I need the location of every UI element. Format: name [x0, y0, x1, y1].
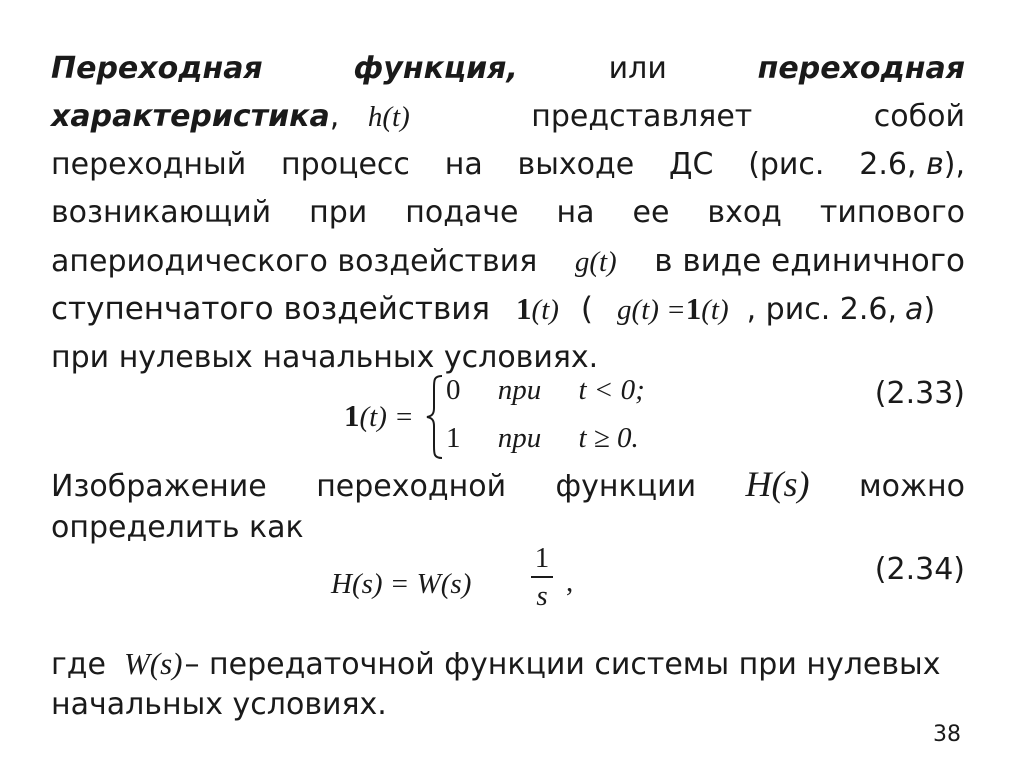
eq234-comma: , — [566, 566, 574, 598]
left-brace — [424, 374, 446, 460]
word-can: можно — [858, 469, 965, 504]
paragraph-line-5 — [51, 239, 965, 284]
word: типового — [819, 195, 965, 230]
case1-word: при — [497, 374, 542, 406]
unit-step-symbol: 1 — [685, 291, 702, 326]
word: на — [444, 147, 483, 182]
word: ее — [632, 195, 670, 230]
line11-text: начальных условиях. — [51, 687, 387, 722]
unit-step-arg: (t) — [531, 294, 559, 326]
word: Изображение — [51, 469, 267, 504]
term-characteristic-group — [51, 95, 410, 139]
term-transient-function: Переходная — [51, 51, 263, 86]
paragraph-line-3 — [51, 143, 965, 187]
line5-text: апериодического воздействия — [51, 244, 538, 279]
figure-ref-close: ), — [943, 147, 965, 182]
unit-step-symbol: 1 — [516, 291, 532, 326]
figure-ref-letter: в — [926, 147, 944, 182]
eq233-lhs — [344, 398, 414, 434]
paragraph-line-6 — [51, 287, 965, 332]
math-W-of-s: W(s) — [123, 646, 183, 681]
close-paren: ) — [923, 292, 936, 327]
word-itself: собой — [873, 99, 965, 134]
word: на — [556, 195, 595, 230]
line10-tail: – передаточной функции системы при нулевых — [184, 647, 941, 682]
case2-value: 1 — [446, 422, 461, 454]
math-g-of-t: g(t) — [574, 246, 617, 278]
line7-text: при нулевых начальных условиях. — [51, 340, 599, 375]
word: подаче — [405, 195, 519, 230]
math-g-eq: g(t) = — [617, 294, 686, 326]
eq233-lhs-text: (t) = — [359, 401, 414, 433]
unit-step-arg: (t) — [701, 294, 729, 326]
word: 2.6, — [859, 147, 917, 182]
term-characteristic: характеристика — [51, 99, 330, 134]
line6-text: ступенчатого воздействия — [51, 291, 491, 327]
word-represents: представляет — [531, 99, 753, 134]
word: процесс — [281, 147, 410, 182]
word: переходной — [316, 469, 507, 504]
comma: , — [329, 99, 340, 134]
math-h-of-t: h(t) — [367, 101, 410, 133]
figure-ref-letter: а — [905, 292, 924, 327]
word: (рис. — [748, 147, 825, 182]
term-transient: переходная — [757, 51, 965, 86]
line9-text: определить как — [51, 510, 304, 545]
word: возникающий — [51, 195, 272, 230]
eq234-lhs-text: H(s) = W(s) — [331, 568, 472, 600]
fraction-denominator: s — [536, 580, 548, 612]
word: выходе — [517, 147, 635, 182]
word: функции — [555, 469, 697, 504]
paragraph-line-10 — [51, 642, 965, 687]
word-where: где — [51, 647, 106, 682]
case2-condition: t ≥ 0. — [578, 422, 639, 454]
fraction-bar — [531, 576, 553, 578]
math-unit-step — [516, 287, 559, 332]
equation-number-2-33: (2.33) — [874, 376, 965, 411]
eq233-case1 — [446, 374, 645, 407]
word-or: или — [608, 51, 667, 86]
open-paren: ( — [580, 291, 594, 327]
paragraph-line-1 — [51, 47, 965, 91]
paragraph-line-8 — [51, 462, 965, 509]
paragraph-line-2 — [51, 95, 965, 139]
word: ДС — [669, 147, 714, 182]
eq234-fraction — [531, 542, 553, 612]
eq233-case2 — [446, 422, 639, 455]
word: переходный — [51, 147, 247, 182]
page-number: 38 — [933, 722, 961, 747]
term-function: функция, — [353, 51, 518, 86]
equation-number-2-34: (2.34) — [874, 552, 965, 587]
line6-tail: , рис. 2.6, — [746, 292, 898, 327]
unit-step-symbol: 1 — [344, 398, 360, 433]
fraction-numerator: 1 — [534, 542, 550, 574]
figure-ref-group — [859, 143, 965, 187]
paragraph-line-11 — [51, 683, 965, 727]
math-g-equals-unit-step — [617, 287, 729, 332]
case1-condition: t < 0; — [578, 374, 645, 406]
paragraph-line-4 — [51, 191, 965, 235]
word: вход — [707, 195, 782, 230]
line5-tail: в виде единичного — [654, 243, 965, 279]
word: при — [309, 195, 368, 230]
eq234-lhs — [331, 568, 471, 601]
math-H-of-s: H(s) — [745, 464, 810, 504]
case1-value: 0 — [446, 374, 461, 406]
case2-word: при — [497, 422, 542, 454]
paragraph-line-9 — [51, 506, 965, 550]
